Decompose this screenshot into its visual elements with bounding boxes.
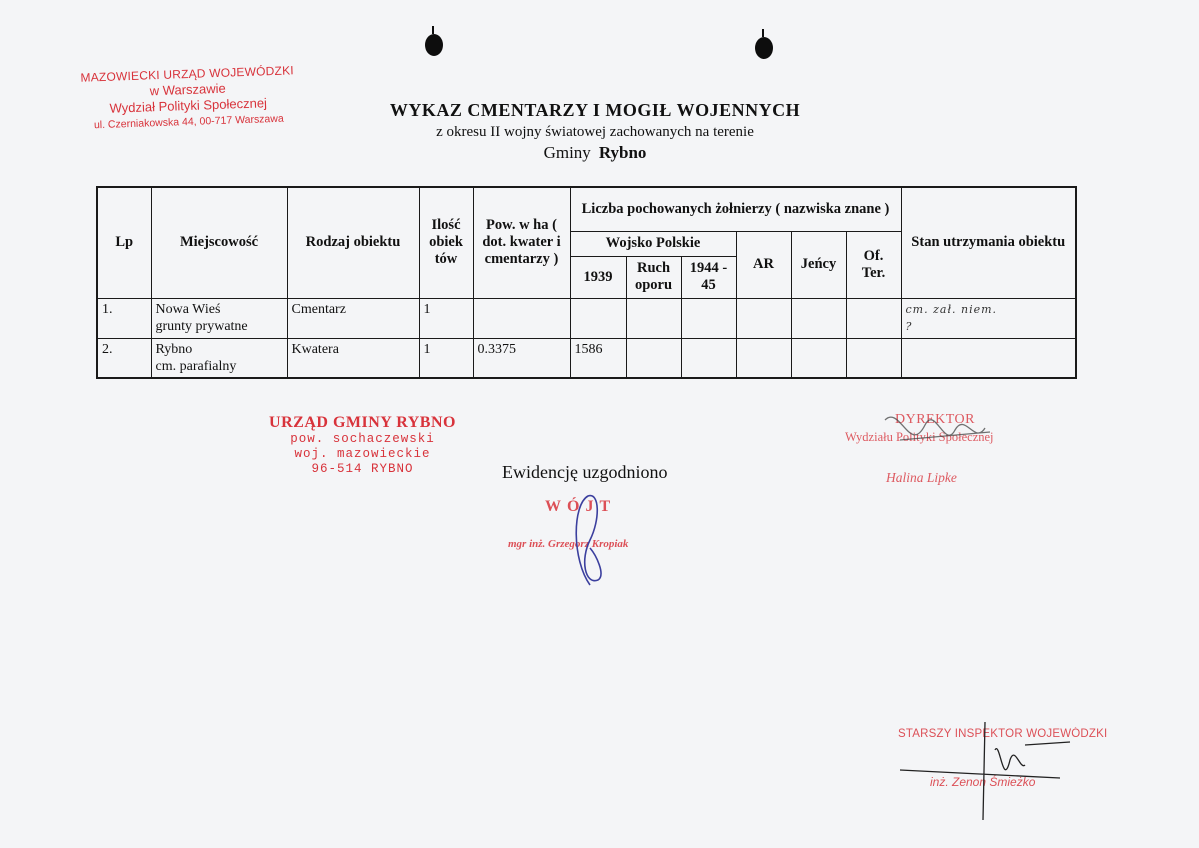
cell-pow: 0.3375 — [473, 338, 570, 378]
cell-line: Nowa Wieś — [155, 301, 221, 317]
wojt-signature — [576, 496, 601, 585]
inspektor-signature — [900, 722, 1070, 820]
header-miejscowosc: Miejscowość — [151, 187, 287, 298]
header-stan: Stan utrzymania obiektu — [901, 187, 1076, 298]
stamp-line: URZĄD GMINY RYBNO — [269, 414, 456, 431]
header-1939: 1939 — [570, 256, 626, 298]
header-jency: Jeńcy — [791, 231, 846, 298]
cell-line: grunty prywatne — [155, 318, 248, 334]
header-wojsko: Wojsko Polskie — [570, 231, 736, 256]
cell-line: Rybno — [155, 341, 193, 357]
stamp-line: pow. sochaczewski — [290, 432, 435, 446]
handwritten-note: cm. zał. niem. — [905, 302, 998, 316]
stamp-line: Wydziału Polityki Społecznej — [845, 430, 994, 444]
stamp-line: MAZOWIECKI URZĄD WOJEWÓDZKI — [80, 63, 295, 85]
cell-rodzaj: Kwatera — [287, 338, 419, 378]
header-of-ter: Of. Ter. — [846, 231, 901, 298]
header-ar: AR — [736, 231, 791, 298]
wojt-stamp-title: WÓJT — [545, 498, 617, 515]
stamp-line: DYREKTOR — [895, 412, 975, 427]
cell-1939: 1586 — [570, 338, 626, 378]
ewidencja-text: Ewidencję uzgodniono — [502, 462, 668, 482]
gmina-name: Rybno — [598, 143, 647, 162]
document-title: WYKAZ CMENTARZY I MOGIŁ WOJENNYCH — [389, 100, 801, 120]
header-ruch: Ruch oporu — [626, 256, 681, 298]
wojt-stamp-name: mgr inż. Grzegorz Kropiak — [508, 538, 629, 550]
cell-rodzaj: Cmentarz — [287, 298, 419, 338]
stamp-line: STARSZY INSPEKTOR WOJEWÓDZKI — [898, 728, 1108, 740]
header-pow: Pow. w ha ( dot. kwater i cmentarzy ) — [473, 187, 570, 298]
document-subtitle: z okresu II wojny światowej zachowanych na terenie — [436, 124, 754, 140]
cell-ilosc: 1 — [419, 338, 473, 378]
stamp-line: inż. Zenon Śmieżko — [930, 775, 1036, 789]
gmina-label: Gminy — [543, 143, 591, 162]
handwritten-note: ? — [905, 319, 913, 333]
cell-lp: 2. — [97, 338, 151, 378]
stamp-line: woj. mazowieckie — [294, 447, 431, 461]
cell-ilosc: 1 — [419, 298, 473, 338]
header-liczba: Liczba pochowanych żołnierzy ( nazwiska znane ) — [570, 187, 901, 231]
header-lp: Lp — [97, 187, 151, 298]
header-ilosc: Ilość obiek tów — [419, 187, 473, 298]
stamp-line: ul. Czerniakowska 44, 00-717 Warszawa — [93, 112, 284, 132]
header-1944: 1944 - 45 — [681, 256, 736, 298]
cell-lp: 1. — [97, 298, 151, 338]
stamp-line: w Warszawie — [149, 80, 226, 99]
cell-line: cm. parafialny — [155, 358, 237, 374]
dyrektor-signature — [885, 417, 990, 440]
stamp-line: Halina Lipke — [886, 470, 957, 485]
stamp-line: Wydział Polityki Społecznej — [109, 95, 268, 116]
stamp-line: 96-514 RYBNO — [311, 462, 414, 476]
header-rodzaj: Rodzaj obiektu — [287, 187, 419, 298]
